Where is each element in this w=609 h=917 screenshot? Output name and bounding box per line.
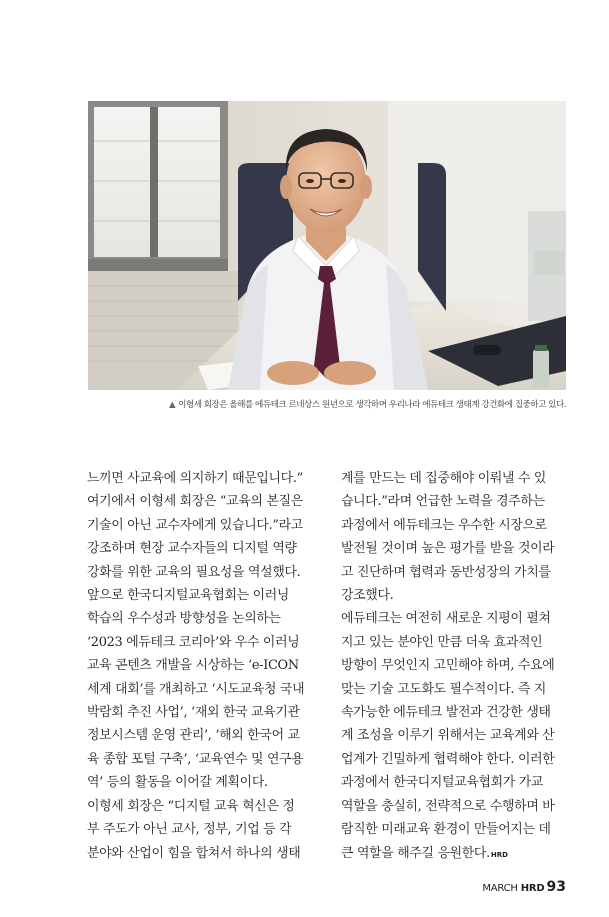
paragraph-line: 속가능한 에듀테크 발전과 건강한 생태 [341, 705, 551, 721]
paragraph-line: 강화를 위한 교육의 필요성을 역설했다. [87, 564, 301, 580]
page-number: 93 [546, 879, 566, 895]
paragraph-line: 정보시스템 운영 관리’, ‘해외 한국어 교 [87, 728, 300, 744]
paragraph-line: 역할을 충실히, 전략적으로 수행하며 바 [341, 798, 555, 814]
paragraph-line: 이형세 회장은 “디지털 교육 혁신은 정 [87, 798, 295, 814]
paragraph-line: 역’ 등의 활동을 이어갈 계획이다. [87, 775, 268, 791]
paragraph-line: 지고 있는 분야인 만큼 더욱 효과적인 [341, 634, 543, 650]
paragraph-line-text: 큰 역할을 해주길 응원한다. [341, 845, 490, 861]
paragraph-line: 느끼면 사교육에 의지하기 때문입니다.” [87, 471, 303, 486]
paragraph-line: 방향이 무엇인지 고민해야 하며, 수요에 [341, 658, 555, 674]
paragraph-line: 교육 콘텐츠 개발을 시상하는 ‘e-ICON [87, 658, 299, 674]
paragraph-line: 강조했다. [341, 588, 394, 604]
caption-text: 이형세 회장은 올해를 에듀테크 르네상스 원년으로 생각하며 우리나라 에듀테크 생태계 강건화에 집중하고 있다. [178, 400, 566, 410]
paragraph-line: 계 조성을 이루기 위해서는 교육계와 산 [341, 728, 555, 744]
folio-title: HRD [520, 883, 545, 894]
paragraph-line: ‘2023 에듀테크 코리아’와 우수 이러닝 [87, 634, 300, 650]
paragraph-line: 분야와 산업이 힘을 합쳐서 하나의 생태 [87, 845, 301, 861]
article-column-right [341, 467, 573, 867]
paragraph-line: 과정에서 한국디지털교육협회가 가교 [341, 775, 544, 791]
article-column-left [87, 467, 319, 865]
folio-magazine [482, 883, 544, 894]
photo-caption [150, 398, 566, 410]
paragraph-line: 기술이 아닌 교수자에게 있습니다.”라고 [87, 517, 303, 533]
article-photo [88, 101, 566, 390]
paragraph-line-last [341, 842, 573, 867]
paragraph-line: 부 주도가 아닌 교사, 정부, 기업 등 각 [87, 822, 292, 838]
paragraph-line: 람직한 미래교육 환경이 만들어지는 데 [341, 822, 551, 838]
paragraph-line: 강조하며 현장 교수자들의 디지털 역량 [87, 541, 297, 557]
paragraph-line: 습니다.”라며 언급한 노력을 경주하는 [341, 494, 545, 510]
paragraph-line: 맞는 기술 고도화도 필수적이다. 즉 지 [341, 681, 547, 697]
paragraph-line: 세계 대회’를 개최하고 ‘시도교육청 국내 [87, 681, 305, 697]
paragraph-line: 박람회 추진 사업’, ‘재외 한국 교육기관 [87, 705, 300, 721]
paragraph-line: 계를 만드는 데 집중해야 이뤄낼 수 있 [341, 471, 547, 486]
paragraph-line: 학습의 우수성과 방향성을 논의하는 [87, 611, 281, 627]
paragraph-line: 고 진단하며 협력과 동반성장의 가치를 [341, 564, 551, 580]
paragraph-line: 업계가 긴밀하게 협력해야 한다. 이러한 [341, 751, 555, 767]
paragraph-line: 여기에서 이형세 회장은 “교육의 본질은 [87, 494, 303, 510]
paragraph-line: 에듀테크는 여전히 새로운 지평이 펼쳐 [341, 611, 551, 627]
paragraph-line: 발전될 것이며 높은 평가를 받을 것이라 [341, 541, 555, 557]
page-folio [482, 876, 566, 895]
paragraph-line: 육 종합 포털 구축’, ‘교육연수 및 연구용 [87, 751, 304, 767]
end-mark: HRD [490, 850, 508, 859]
paragraph-line: 과정에서 에듀테크는 우수한 시장으로 [341, 517, 547, 533]
caption-marker: ▲ [169, 400, 176, 410]
paragraph-line: 앞으로 한국디지털교육협회는 이러닝 [87, 588, 290, 604]
man-in-suit-icon [88, 101, 566, 390]
folio-month: MARCH [482, 883, 518, 894]
